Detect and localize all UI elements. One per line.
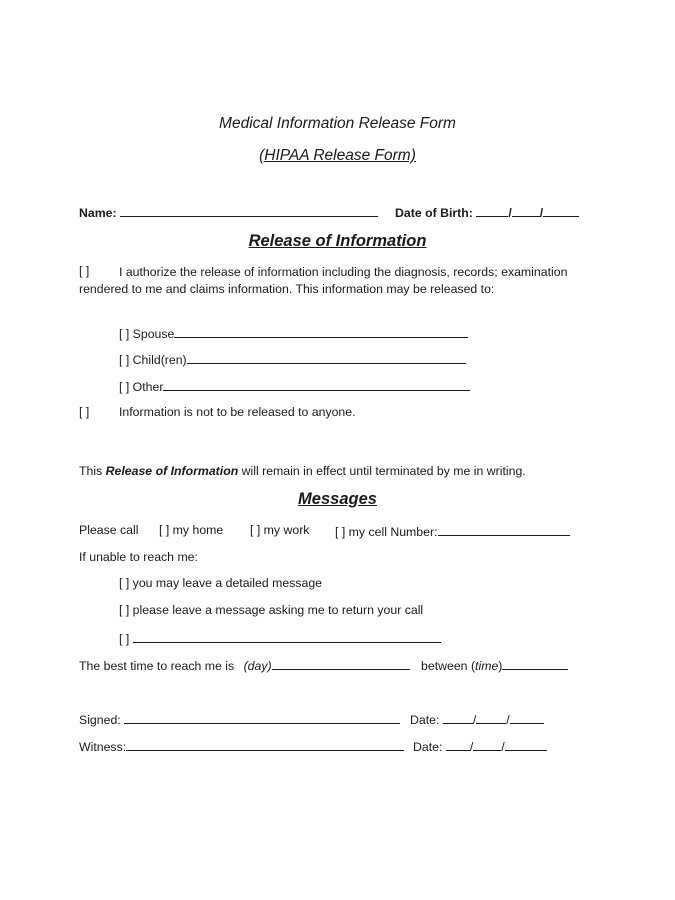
- day-label: (day): [243, 659, 272, 673]
- recipient-children[interactable]: [119, 351, 466, 367]
- option-custom[interactable]: [119, 630, 441, 646]
- witness-row: [79, 738, 404, 754]
- not-released-checkbox[interactable]: [ ]: [79, 405, 90, 419]
- witness-label: Witness:: [79, 740, 127, 754]
- messages-heading: Messages: [298, 490, 377, 508]
- time-label: time: [475, 659, 499, 673]
- effect-suffix: will remain in effect until terminated by me in writing.: [238, 464, 526, 478]
- form-subtitle: (HIPAA Release Form): [259, 147, 416, 164]
- dob-row: Date of Birth: / /: [395, 204, 579, 220]
- dob-year-field[interactable]: [543, 204, 579, 217]
- option-return-call[interactable]: [ ] please leave a message asking me to return your call: [119, 603, 424, 617]
- dob-label: Date of Birth:: [395, 206, 473, 220]
- children-field[interactable]: [187, 351, 466, 364]
- release-heading: Release of Information: [248, 232, 427, 250]
- signed-row: [79, 711, 400, 727]
- time-field[interactable]: [502, 657, 568, 670]
- other-field[interactable]: [163, 378, 470, 391]
- call-option-cell[interactable]: [335, 523, 570, 539]
- witness-date-month[interactable]: [446, 738, 470, 751]
- spouse-field[interactable]: [174, 325, 468, 338]
- time-label-wrap: (time): [470, 659, 503, 673]
- recipient-other[interactable]: [119, 378, 470, 394]
- signed-date-day[interactable]: [476, 711, 506, 724]
- authorize-checkbox[interactable]: [ ]: [79, 264, 90, 278]
- effect-emphasis: Release of Information: [105, 464, 239, 478]
- call-option-home[interactable]: [ ] my home: [159, 523, 224, 537]
- dob-month-field[interactable]: [476, 204, 508, 217]
- form-title: Medical Information Release Form: [219, 115, 456, 132]
- unable-label: If unable to reach me:: [79, 550, 198, 564]
- signed-date-row: Date: / /: [410, 711, 544, 727]
- call-option-cell-label: [ ] my cell Number:: [335, 525, 438, 539]
- day-field[interactable]: [272, 657, 410, 670]
- signed-label: Signed:: [79, 713, 121, 727]
- call-option-work[interactable]: [ ] my work: [250, 523, 310, 537]
- not-released-text: Information is not to be released to anyone.: [119, 405, 356, 419]
- dob-day-field[interactable]: [512, 204, 540, 217]
- signed-date-label: Date:: [410, 713, 440, 727]
- option-detailed-message[interactable]: [ ] you may leave a detailed message: [119, 576, 323, 590]
- effect-prefix: This: [79, 464, 106, 478]
- between-label: between: [421, 659, 468, 673]
- recipient-children-label: [ ] Child(ren): [119, 353, 187, 367]
- best-time-row: [79, 657, 568, 673]
- witness-date-day[interactable]: [473, 738, 501, 751]
- recipient-other-label: [ ] Other: [119, 380, 164, 394]
- option-custom-checkbox: [ ]: [119, 632, 130, 646]
- custom-option-field[interactable]: [133, 630, 441, 643]
- cell-number-field[interactable]: [438, 523, 570, 536]
- witness-date-row: Date: / /: [413, 738, 547, 754]
- recipient-spouse-label: [ ] Spouse: [119, 327, 175, 341]
- recipient-spouse[interactable]: [119, 325, 468, 341]
- effect-statement: [79, 464, 526, 478]
- name-row: [79, 204, 378, 220]
- witness-date-year[interactable]: [505, 738, 547, 751]
- please-call-label: Please call: [79, 523, 139, 537]
- signature-field[interactable]: [124, 711, 400, 724]
- witness-date-label: Date:: [413, 740, 443, 754]
- signed-date-month[interactable]: [443, 711, 473, 724]
- best-time-label: The best time to reach me is: [79, 659, 235, 673]
- witness-field[interactable]: [126, 738, 404, 751]
- name-field[interactable]: [120, 204, 378, 217]
- signed-date-year[interactable]: [510, 711, 544, 724]
- name-label: Name:: [79, 206, 117, 220]
- authorize-text: I authorize the release of information including the diagnosis, records; examination rendered to me and claims information. This information may be released to:: [79, 265, 568, 296]
